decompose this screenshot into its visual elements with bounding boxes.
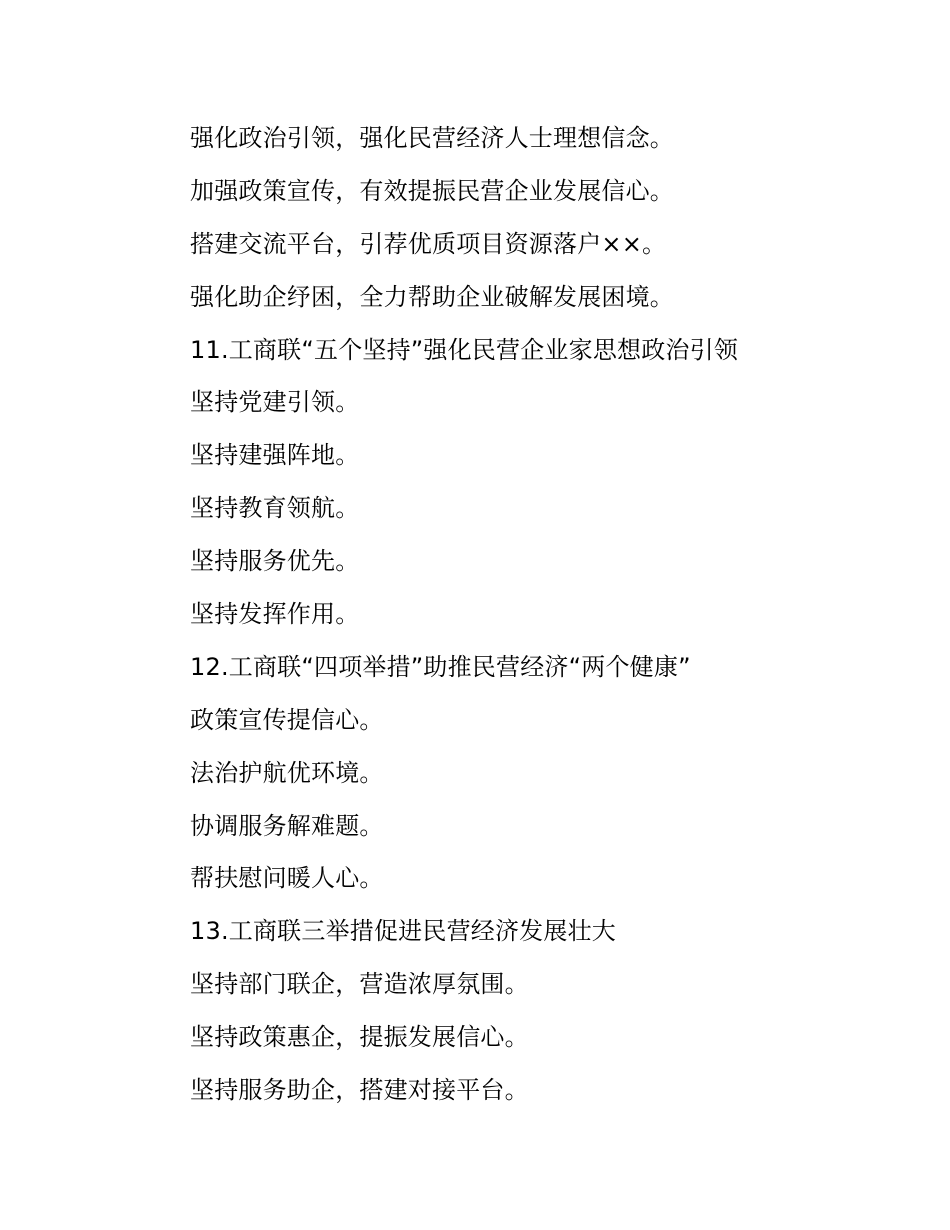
paragraph-line: 坚持服务优先。 bbox=[190, 547, 360, 576]
paragraph-line: 坚持教育领航。 bbox=[190, 494, 360, 523]
paragraph-line: 帮扶慰问暖人心。 bbox=[190, 864, 384, 893]
paragraph-line: 坚持党建引领。 bbox=[190, 388, 360, 417]
paragraph-line: 强化政治引领，强化民营经济人士理想信念。 bbox=[190, 124, 674, 152]
paragraph-line: 坚持政策惠企，提振发展信心。 bbox=[190, 1023, 529, 1052]
document-body bbox=[190, 112, 890, 1117]
paragraph-line: 协调服务解难题。 bbox=[190, 811, 384, 840]
paragraph-line: 坚持服务助企，搭建对接平台。 bbox=[190, 1076, 529, 1105]
paragraph-line: 坚持部门联企，营造浓厚氛围。 bbox=[190, 970, 529, 999]
paragraph-line: 搭建交流平台，引荐优质项目资源落户××。 bbox=[190, 229, 667, 258]
section-heading-12: 12.工商联“四项举措”助推民营经济“两个健康” bbox=[190, 652, 691, 681]
section-heading-13: 13.工商联三举措促进民营经济发展壮大 bbox=[190, 917, 616, 946]
paragraph-line: 坚持建强阵地。 bbox=[190, 441, 360, 470]
paragraph-line: 法治护航优环境。 bbox=[190, 758, 384, 787]
section-heading-11: 11.工商联“五个坚持”强化民营企业家思想政治引领 bbox=[190, 335, 739, 364]
paragraph-line: 加强政策宣传，有效提振民营企业发展信心。 bbox=[190, 176, 674, 205]
paragraph-line: 坚持发挥作用。 bbox=[190, 600, 360, 629]
paragraph-line: 强化助企纾困，全力帮助企业破解发展困境。 bbox=[190, 282, 674, 311]
paragraph-line: 政策宣传提信心。 bbox=[190, 705, 384, 734]
